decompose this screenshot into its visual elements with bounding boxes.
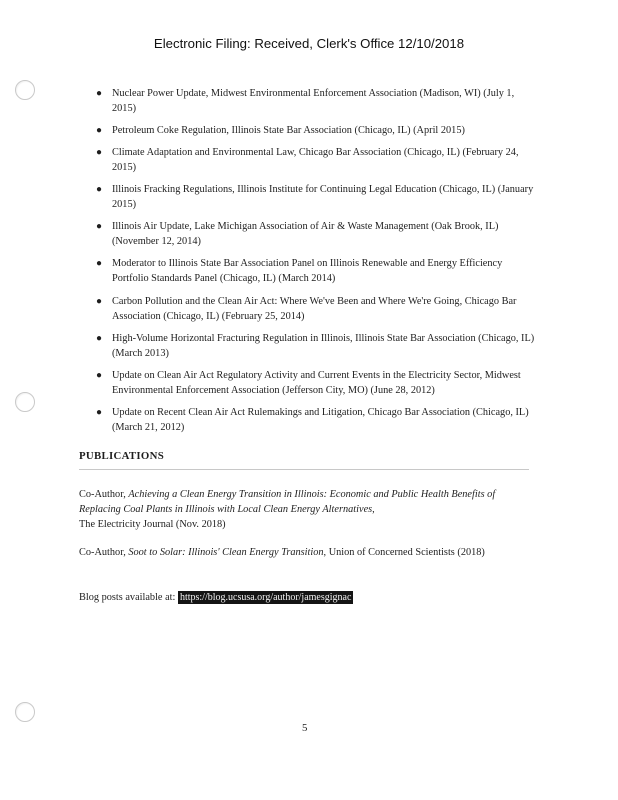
punch-hole-top (15, 80, 35, 100)
section-divider (79, 469, 529, 470)
list-item: ● Illinois Air Update, Lake Michigan Association of Air & Waste Management (Oak Brook, IL) (November 12, 2014) (96, 221, 499, 248)
list-item: ● Climate Adaptation and Environmental Law, Chicago Bar Association (Chicago, IL) (February 24, 2015) (96, 147, 519, 174)
punch-hole-bottom (15, 702, 35, 722)
bullet-icon: ● (96, 295, 103, 307)
list-item: ● Update on Recent Clean Air Act Rulemakings and Litigation, Chicago Bar Association (Chicago, IL) (March 21, 2012) (96, 406, 529, 433)
punch-hole-middle (15, 392, 35, 412)
list-item: ● Petroleum Coke Regulation, Illinois State Bar Association (Chicago, IL) (April 2015) (96, 125, 465, 137)
blog-posts-line (79, 590, 539, 605)
bullet-icon: ● (96, 88, 103, 99)
publications-heading: PUBLICATIONS (79, 450, 164, 462)
publication-entry-1 (79, 487, 539, 532)
blog-link[interactable]: https://blog.ucsusa.org/author/jamesgignac (179, 592, 352, 603)
publication-title: Achieving a Clean Energy Transition in Illinois: Economic and Public Health Benefits of Replacing Coal Plants in Illinois with Local Clean Energy Alternatives, (79, 489, 496, 515)
list-item: ● Nuclear Power Update, Midwest Environmental Enforcement Association (Madison, WI) (July 1, 2015) (96, 88, 515, 114)
publication-source: The Electricity Journal (Nov. 2018) (79, 519, 226, 530)
list-item: ● Illinois Fracking Regulations, Illinois Institute for Continuing Legal Education (Chicago, IL) (January 2015) (96, 184, 534, 211)
bullet-icon: ● (96, 221, 103, 233)
publication-title: Soot to Solar: Illinois' Clean Energy Transition (128, 547, 324, 558)
list-item: ● Carbon Pollution and the Clean Air Act: Where We've Been and Where We're Going, Chicago Bar Association (Chicago, IL) (February 25, 2014) (96, 295, 517, 322)
bullet-icon: ● (96, 369, 103, 381)
list-item: ● Update on Clean Air Act Regulatory Activity and Current Events in the Electricity Sector, Midwest Environmental Enforcement Association (Jefferson City, MO) (June 28, 2012) (96, 369, 521, 396)
blog-label: Blog posts available at: (79, 592, 178, 603)
bullet-icon: ● (96, 147, 103, 159)
bullet-icon: ● (96, 125, 103, 137)
electronic-filing-header: Electronic Filing: Received, Clerk's Office 12/10/2018 (153, 36, 465, 51)
publication-prefix: Co-Author, (79, 489, 129, 500)
list-item: ● High-Volume Horizontal Fracturing Regulation in Illinois, Illinois State Bar Association (Chicago, IL) (March 2013) (96, 332, 535, 359)
presentations-list (96, 86, 536, 442)
list-item: ● Moderator to Illinois State Bar Association Panel on Illinois Renewable and Energy Efficiency Portfolio Standards Panel (Chicago, IL) (March 2014) (96, 258, 503, 285)
bullet-icon: ● (96, 184, 103, 196)
bullet-icon: ● (96, 258, 103, 270)
bullet-icon: ● (96, 332, 103, 344)
bullet-icon: ● (96, 406, 103, 418)
page-number: 5 (302, 722, 308, 734)
publication-prefix: Co-Author, (79, 547, 129, 558)
publication-source: , Union of Concerned Scientists (2018) (323, 547, 485, 558)
publication-entry-2 (79, 545, 539, 560)
